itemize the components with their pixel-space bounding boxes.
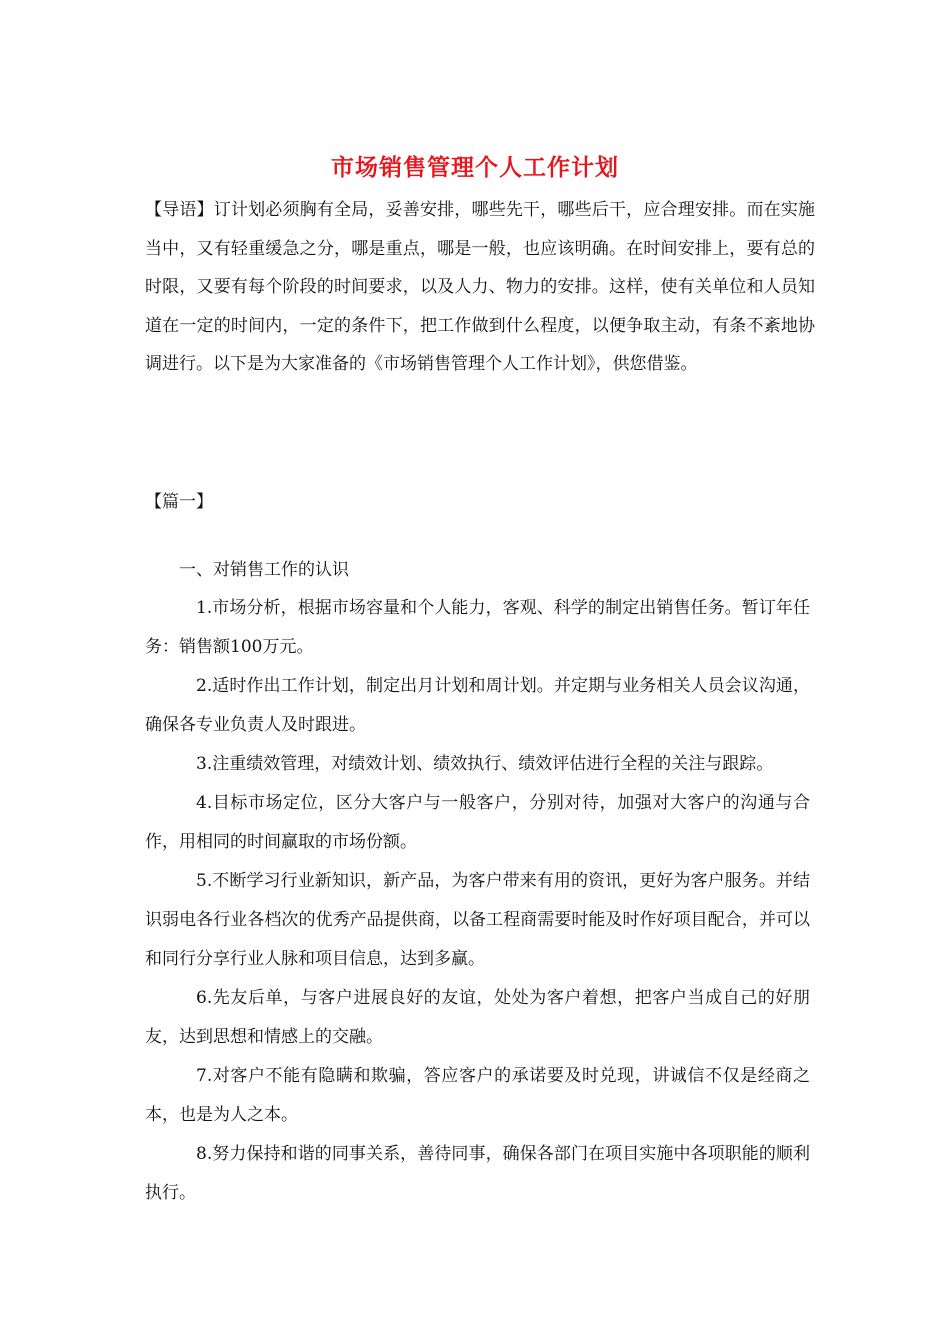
list-item: 2.适时作出工作计划，制定出月计划和周计划。并定期与业务相关人员会议沟通，确保各专业负责人及时跟进。 <box>145 676 810 735</box>
section-label: 【篇一】 <box>145 492 213 512</box>
list-item: 1.市场分析，根据市场容量和个人能力，客观、科学的制定出销售任务。暂订年任务：销售额100万元。 <box>145 598 810 657</box>
section-heading: 一、对销售工作的认识 <box>179 560 349 580</box>
list-item: 8.努力保持和谐的同事关系，善待同事，确保各部门在项目实施中各项职能的顺利执行。 <box>145 1144 810 1203</box>
document-title: 市场销售管理个人工作计划 <box>331 154 619 181</box>
list-item: 7.对客户不能有隐瞒和欺骗，答应客户的承诺要及时兑现，讲诚信不仅是经商之本，也是为人之本。 <box>145 1066 810 1125</box>
list-item: 3.注重绩效管理，对绩效计划、绩效执行、绩效评估进行全程的关注与跟踪。 <box>196 754 774 774</box>
section-body <box>145 551 810 1213</box>
intro-paragraph: 【导语】订计划必须胸有全局，妥善安排，哪些先干，哪些后干，应合理安排。而在实施当中，又有轻重缓急之分，哪是重点，哪是一般，也应该明确。在时间安排上，要有总的时限，又要有每个阶段的时间要求，以及人力、物力的安排。这样，使有关单位和人员知道在一定的时间内，一定的条件下，把工作做到什么程度，以便争取主动，有条不紊地协调进行。以下是为大家准备的《市场销售管理个人工作计划》，供您借鉴。 <box>145 200 815 374</box>
list-item: 4.目标市场定位，区分大客户与一般客户，分别对待，加强对大客户的沟通与合作，用相同的时间赢取的市场份额。 <box>145 793 810 852</box>
list-item: 6.先友后单，与客户进展良好的友谊，处处为客户着想，把客户当成自己的好朋友，达到思想和情感上的交融。 <box>145 988 810 1047</box>
list-item: 5.不断学习行业新知识，新产品，为客户带来有用的资讯，更好为客户服务。并结识弱电各行业各档次的优秀产品提供商，以备工程商需要时能及时作好项目配合，并可以和同行分享行业人脉和项目信息，达到多赢。 <box>145 871 810 969</box>
